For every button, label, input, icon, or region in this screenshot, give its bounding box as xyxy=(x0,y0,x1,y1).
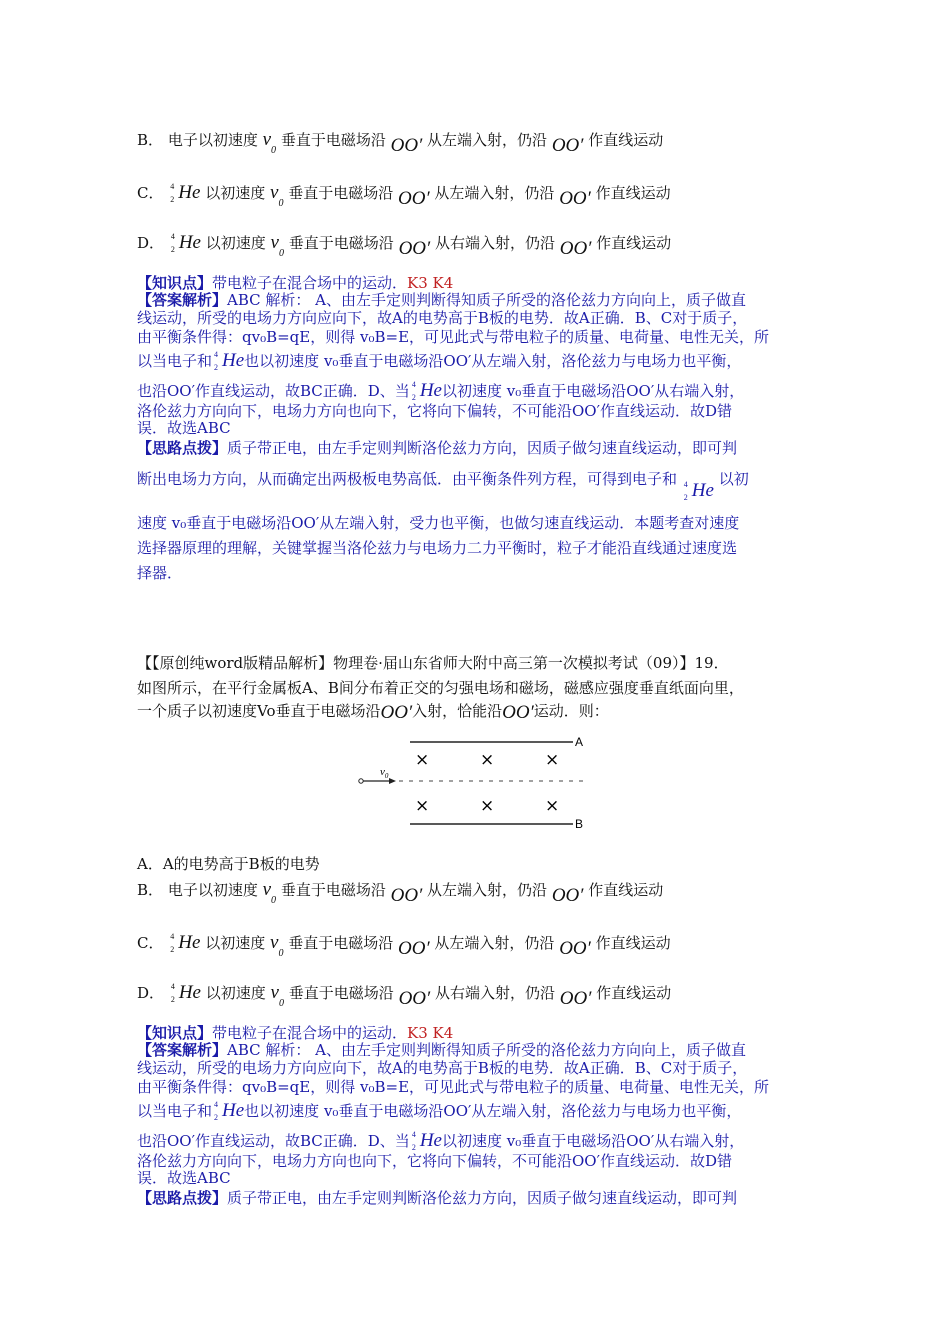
oo-prime-symbol: OO′ xyxy=(380,702,413,723)
helium-isotope: 4 2 xyxy=(683,480,688,502)
hint-line-4: 选择器原理的理解，关键掌握当洛伦兹力与电场力二力平衡时，粒子才能沿直线通过速度选 xyxy=(137,539,738,557)
answer2-line-6: 洛伦兹力方向向下，电场力方向也向下，它将向下偏转，不可能沿OO′作直线运动．故D错 xyxy=(137,1152,733,1170)
origin-point xyxy=(359,779,363,783)
label-a: A xyxy=(575,735,584,749)
magnetic-field-cross: × xyxy=(480,750,495,770)
option-d-2: D． 4 2 He 以初速度 $v_0$ 垂直于电磁场沿 OO′ 从右端入射，仍沿 OO′ 作直线运动 xyxy=(137,982,672,1009)
option-d-1: D． 4 2 He 以初速度 $v_0$ 垂直于电磁场沿 OO′ 从右端入射，仍沿 OO′ 作直线运动 xyxy=(137,232,672,259)
answer2-line-1: 【答案解析】ABC 解析： A、由左手定则判断得知质子所受的洛伦兹力方向向上，质子做直 xyxy=(137,1041,746,1059)
helium-isotope: 4 2 xyxy=(411,1130,416,1152)
v0-symbol: $v_0$ xyxy=(270,232,284,259)
velocity-arrowhead xyxy=(389,778,396,784)
question-title: 【【原创纯word版精品解析】物理卷·届山东省师大附中高三第一次模拟考试（09）】19． xyxy=(137,654,729,672)
answer2-line-7: 误．故选ABC xyxy=(137,1169,231,1187)
helium-isotope: 4 2 xyxy=(170,982,175,1004)
knowledge-point-1: 【知识点】带电粒子在混合场中的运动．K3 K4 xyxy=(137,274,454,292)
oo-prime-symbol: OO′ xyxy=(398,988,431,1009)
helium-isotope: 4 2 xyxy=(170,182,175,204)
hint2-line-1: 【思路点拨】质子带正电，由左手定则判断洛伦兹力方向，因质子做匀速直线运动，即可判 xyxy=(137,1189,738,1207)
magnetic-field-cross: × xyxy=(480,796,495,816)
field-diagram xyxy=(355,735,595,835)
helium-isotope: 4 2 xyxy=(214,1100,219,1122)
magnetic-field-cross: × xyxy=(415,796,430,816)
question-line-3: 一个质子以初速度Vo垂直于电磁场沿OO′入射，恰能沿OO′运动．则： xyxy=(137,702,609,723)
hint-line-3: 速度 v₀垂直于电磁场沿OO′从左端入射，受力也平衡，也做匀速直线运动．本题考查对速度 xyxy=(137,514,740,532)
hint-line-2: 断出电场力方向，从而确定出两极板电势高低．由平衡条件列方程，可得到电子和 4 2 He 以初 xyxy=(137,470,749,502)
answer-line-1: 【答案解析】ABC 解析： A、由左手定则判断得知质子所受的洛伦兹力方向向上，质子做直 xyxy=(137,291,746,309)
v0-symbol: $v_0$ xyxy=(270,982,284,1009)
option-c-1: C． 4 2 He 以初速度 $v_0$ 垂直于电磁场沿 OO′ 从左端入射，仍沿 OO′ 作直线运动 xyxy=(137,182,671,209)
oo-prime-symbol: OO′ xyxy=(559,988,592,1009)
v0-symbol: $v_0$ xyxy=(270,932,284,959)
oo-prime-symbol: OO′ xyxy=(559,188,591,209)
helium-isotope: 4 2 xyxy=(170,232,175,254)
hint-line-5: 择器． xyxy=(137,564,183,582)
label-v0: $v_0$ xyxy=(380,766,389,780)
magnetic-field-cross: × xyxy=(545,796,560,816)
option-b-2: B． 电子以初速度 $v_0$ 垂直于电磁场沿 OO′ 从左端入射，仍沿 OO′ 作直线运动 xyxy=(137,879,664,906)
label-b: B xyxy=(575,817,584,831)
v0-symbol: $v_0$ xyxy=(262,129,277,156)
helium-isotope: 4 2 xyxy=(214,350,219,372)
answer-line-3: 由平衡条件得：qv₀B=qE，则得 v₀B=E，可见此式与带电粒子的质量、电荷量、电性无关，所 xyxy=(137,328,770,346)
hint-line-1: 【思路点拨】质子带正电，由左手定则判断洛伦兹力方向，因质子做匀速直线运动，即可判 xyxy=(137,439,738,457)
oo-prime-symbol: OO′ xyxy=(390,135,423,156)
oo-prime-symbol: OO′ xyxy=(559,238,592,259)
question-line-2: 如图所示，在平行金属板A、B间分布着正交的匀强电场和磁场，磁感应强度垂直纸面向里， xyxy=(137,679,744,697)
magnetic-field-cross: × xyxy=(415,750,430,770)
answer2-line-5: 也沿OO′作直线运动，故BC正确．D、当 4 2 He以初速度 v₀垂直于电磁场沿OO′从右端入射， xyxy=(137,1130,745,1152)
answer2-line-3: 由平衡条件得：qv₀B=qE，则得 v₀B=E，可见此式与带电粒子的质量、电荷量、电性无关，所 xyxy=(137,1078,770,1096)
oo-prime-symbol: OO′ xyxy=(398,238,431,259)
knowledge-point-2: 【知识点】带电粒子在混合场中的运动．K3 K4 xyxy=(137,1024,454,1042)
oo-prime-symbol: OO′ xyxy=(398,188,430,209)
helium-isotope: 4 2 xyxy=(411,380,416,402)
answer-line-5: 也沿OO′作直线运动，故BC正确．D、当 4 2 He以初速度 v₀垂直于电磁场沿OO′从右端入射， xyxy=(137,380,745,402)
answer-line-6: 洛伦兹力方向向下，电场力方向也向下，它将向下偏转，不可能沿OO′作直线运动．故D错 xyxy=(137,402,733,420)
option-c-2: C． 4 2 He 以初速度 $v_0$ 垂直于电磁场沿 OO′ 从左端入射，仍沿 OO′ 作直线运动 xyxy=(137,932,671,959)
oo-prime-symbol: OO′ xyxy=(551,135,584,156)
magnetic-field-cross: × xyxy=(545,750,560,770)
oo-prime-symbol: OO′ xyxy=(551,885,584,906)
helium-isotope: 4 2 xyxy=(170,932,175,954)
option-b-1: B． 电子以初速度 $v_0$ 垂直于电磁场沿 OO′ 从左端入射，仍沿 OO′ 作直线运动 xyxy=(137,129,664,156)
answer-line-2: 线运动，所受的电场力方向应向下，故A的电势高于B板的电势．故A正确．B、C对于质子， xyxy=(137,309,748,327)
answer-line-4: 以当电子和 4 2 He也以初速度 v₀垂直于电磁场沿OO′从左端入射，洛伦兹力与电场力也平衡， xyxy=(137,350,742,372)
oo-prime-symbol: OO′ xyxy=(390,885,423,906)
answer2-line-4: 以当电子和 4 2 He也以初速度 v₀垂直于电磁场沿OO′从左端入射，洛伦兹力与电场力也平衡， xyxy=(137,1100,742,1122)
v0-symbol: $v_0$ xyxy=(262,879,277,906)
option-a-2: A．A的电势高于B板的电势 xyxy=(137,855,320,873)
oo-prime-symbol: OO′ xyxy=(502,702,534,723)
answer2-line-2: 线运动，所受的电场力方向应向下，故A的电势高于B板的电势．故A正确．B、C对于质子， xyxy=(137,1059,748,1077)
answer-line-7: 误．故选ABC xyxy=(137,419,231,437)
oo-prime-symbol: OO′ xyxy=(559,938,591,959)
oo-prime-symbol: OO′ xyxy=(398,938,430,959)
v0-symbol: $v_0$ xyxy=(270,182,284,209)
